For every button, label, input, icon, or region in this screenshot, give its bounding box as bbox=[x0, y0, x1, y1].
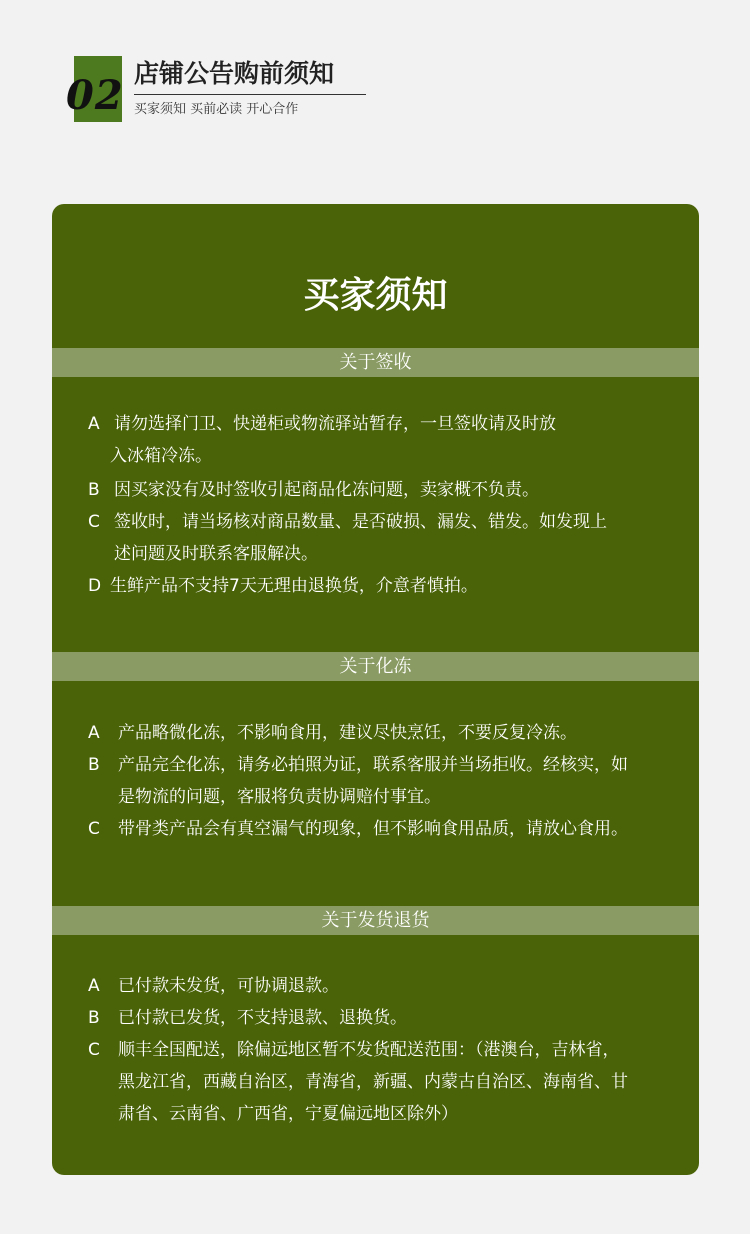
item-text: 因买家没有及时签收引起商品化冻问题，卖家概不负责。 bbox=[114, 480, 539, 500]
item-text: 肃省、云南省、广西省，宁夏偏远地区除外） bbox=[118, 1104, 458, 1124]
item-text: 黑龙江省，西藏自治区，青海省，新疆、内蒙古自治区、海南省、甘 bbox=[118, 1072, 628, 1092]
card-title: 买家须知 bbox=[303, 275, 448, 316]
item-text: 产品略微化冻，不影响食用，建议尽快烹饪，不要反复冷冻。 bbox=[118, 723, 577, 743]
item-letter: C bbox=[88, 512, 100, 532]
item-text: 顺丰全国配送，除偏远地区暂不发货配送范围：（港澳台，吉林省， bbox=[118, 1040, 620, 1060]
item-letter: A bbox=[88, 976, 100, 996]
section-heading-receipt: 关于签收 bbox=[52, 348, 699, 377]
page-subtitle: 买家须知 买前必读 开心合作 bbox=[134, 102, 299, 117]
section-number: 02 bbox=[66, 72, 124, 119]
item-text: 入冰箱冷冻。 bbox=[110, 446, 212, 466]
item-letter: B bbox=[88, 1008, 100, 1028]
item-letter: A bbox=[88, 723, 100, 743]
item-text: 带骨类产品会有真空漏气的现象，但不影响食用品质，请放心食用。 bbox=[118, 819, 628, 839]
item-text: 是物流的问题，客服将负责协调赔付事宜。 bbox=[118, 787, 441, 807]
item-text: 产品完全化冻，请务必拍照为证，联系客服并当场拒收。经核实，如 bbox=[118, 755, 628, 775]
notice-card bbox=[52, 204, 699, 1175]
section-header bbox=[66, 56, 374, 126]
item-letter: B bbox=[88, 480, 100, 500]
item-text: 生鲜产品不支持7天无理由退换货，介意者慎拍。 bbox=[110, 576, 478, 596]
section-heading-thawing: 关于化冻 bbox=[52, 652, 699, 681]
item-text: 述问题及时联系客服解决。 bbox=[114, 544, 318, 564]
item-letter: B bbox=[88, 755, 100, 775]
item-text: 已付款未发货，可协调退款。 bbox=[118, 976, 339, 996]
page-title: 店铺公告购前须知 bbox=[134, 59, 335, 88]
section-heading-shipping-returns: 关于发货退货 bbox=[52, 906, 699, 935]
item-text: 请勿选择门卫、快递柜或物流驿站暂存，一旦签收请及时放 bbox=[114, 414, 556, 434]
title-underline bbox=[134, 94, 366, 95]
item-letter: A bbox=[88, 414, 100, 434]
item-letter: C bbox=[88, 1040, 100, 1060]
item-letter: D bbox=[88, 576, 102, 596]
item-letter: C bbox=[88, 819, 100, 839]
item-text: 已付款已发货，不支持退款、退换货。 bbox=[118, 1008, 407, 1028]
item-text: 签收时，请当场核对商品数量、是否破损、漏发、错发。如发现上 bbox=[114, 512, 607, 532]
